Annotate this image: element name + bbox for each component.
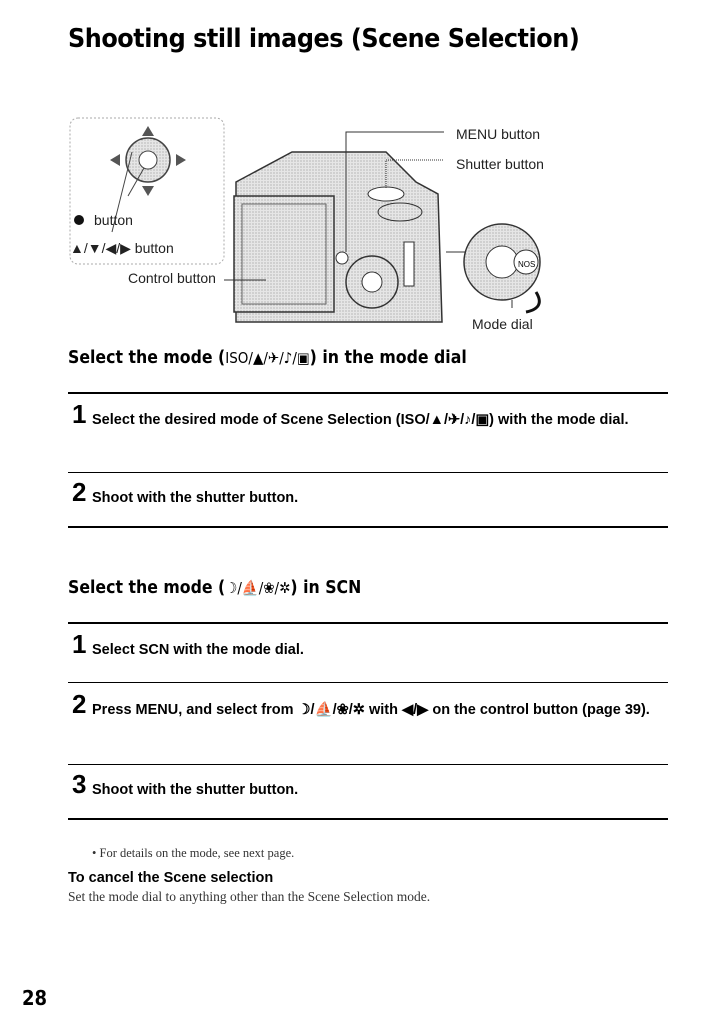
- divider: [68, 472, 668, 473]
- step: 1 Select the desired mode of Scene Selection (ISO/▲/✈/♪/▣) with the mode dial.: [72, 399, 629, 429]
- page-title: Shooting still images (Scene Selection): [68, 24, 580, 54]
- scene-mode-icons: ISO/▲/✈/♪/▣: [225, 349, 310, 367]
- left-arrow-icon: [110, 154, 120, 166]
- divider: [68, 392, 668, 394]
- divider: [68, 818, 668, 820]
- step: 1 Select SCN with the mode dial.: [72, 629, 304, 659]
- camera-illustration: [66, 112, 566, 344]
- divider: [68, 526, 668, 528]
- center-button-dot-icon: [74, 215, 84, 225]
- divider: [68, 682, 668, 683]
- step: 2 Press MENU, and select from ☽/⛵/❀/✲ with ◀/▶ on the control button (page 39).: [72, 689, 650, 719]
- section1-heading: Select the mode (ISO/▲/✈/♪/▣) in the mode dial: [68, 348, 467, 368]
- page-number: 28: [22, 986, 48, 1010]
- step: 2 Shoot with the shutter button.: [72, 477, 299, 507]
- center-button: [139, 151, 157, 169]
- shutter-button: [368, 187, 404, 201]
- shutter-button-label: Shutter button: [456, 156, 544, 172]
- cancel-text: Set the mode dial to anything other than the Scene Selection mode.: [68, 889, 431, 904]
- rotate-arrow-icon: [526, 292, 539, 312]
- menu-button-label: MENU button: [456, 126, 541, 142]
- divider: [68, 764, 668, 765]
- section2-heading: Select the mode (☽/⛵/❀/✲) in SCN: [68, 578, 362, 598]
- control-button-label: Control button: [128, 270, 216, 286]
- menu-button: [336, 252, 348, 264]
- down-arrow-icon: [142, 186, 154, 196]
- step: 3 Shoot with the shutter button.: [72, 769, 299, 799]
- footnote: • For details on the mode, see next page.: [92, 846, 295, 860]
- up-arrow-icon: [142, 126, 154, 136]
- center-button-label: button: [94, 212, 133, 228]
- arrow-button-label: ▲/▼/◀/▶ button: [70, 240, 174, 256]
- camera-drawing: [66, 112, 566, 344]
- dial-mark: NOS: [518, 260, 536, 269]
- lcd-screen: [234, 196, 334, 312]
- top-dial: [378, 203, 422, 221]
- right-arrow-icon: [176, 154, 186, 166]
- scn-mode-icons: ☽/⛵/❀/✲: [225, 579, 291, 597]
- cancel-heading: To cancel the Scene selection: [68, 870, 274, 886]
- divider: [68, 622, 668, 624]
- mode-dial-label: Mode dial: [472, 316, 533, 332]
